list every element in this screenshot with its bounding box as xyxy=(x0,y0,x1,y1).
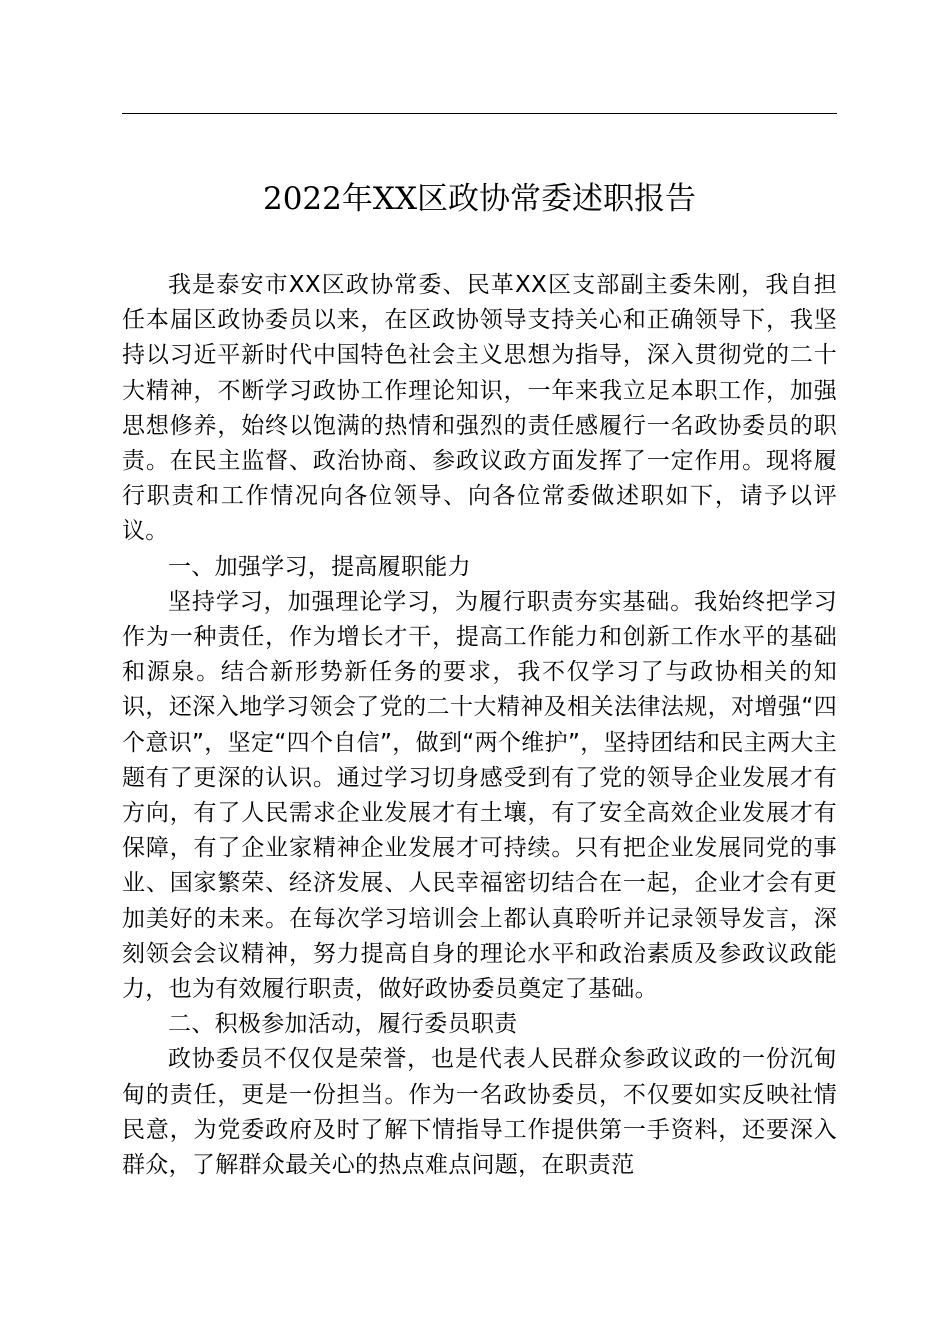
section-1-paragraph: 坚持学习，加强理论学习，为履行职责夯实基础。我始终把学习作为一种责任，作为增长才干，提高工作能力和创新工作水平的基础和源泉。结合新形势新任务的要求，我不仅学习了与政协相关的知识，还深入地学习领会了党的二十大精神及相关法律法规，对增强“四个意识”，坚定“四个自信”，做到“两个维护”，坚持团结和民主两大主题有了更深的认识。通过学习切身感受到有了党的领导企业发展才有方向，有了人民需求企业发展才有土壤，有了安全高效企业发展才有保障，有了企业家精神企业发展才可持续。只有把企业发展同党的事业、国家繁荣、经济发展、人民幸福密切结合在一起，企业才会有更加美好的未来。在每次学习培训会上都认真聆听并记录领导发言，深刻领会会议精神，努力提高自身的理论水平和政治素质及参政议政能力，也为有效履行职责，做好政协委员奠定了基础。 xyxy=(122,588,837,1003)
document-body xyxy=(122,268,837,1183)
section-heading-2: 二、积极参加活动，履行委员职责 xyxy=(168,1011,518,1038)
document-title: 2022年XX区政协常委述职报告 xyxy=(262,181,697,217)
intro-paragraph: 我是泰安市XX区政协常委、民革XX区支部副主委朱刚，我自担任本届区政协委员以来，在区政协领导支持关心和正确领导下，我坚持以习近平新时代中国特色社会主义思想为指导，深入贯彻党的二十大精神，不断学习政协工作理论知识，一年来我立足本职工作，加强思想修养，始终以饱满的热情和强烈的责任感履行一名政协委员的职责。在民主监督、政治协商、参政议政方面发挥了一定作用。现将履行职责和工作情况向各位领导、向各位常委做述职如下，请予以评议。 xyxy=(122,272,837,545)
section-heading-1: 一、加强学习，提高履职能力 xyxy=(168,553,471,580)
header-rule xyxy=(122,113,837,114)
section-2-paragraph: 政协委员不仅仅是荣誉，也是代表人民群众参政议政的一份沉甸甸的责任，更是一份担当。作为一名政协委员，不仅要如实反映社情民意，为党委政府及时了解下情指导工作提供第一手资料，还要深入群众，了解群众最关心的热点难点问题，在职责范 xyxy=(122,1046,837,1179)
